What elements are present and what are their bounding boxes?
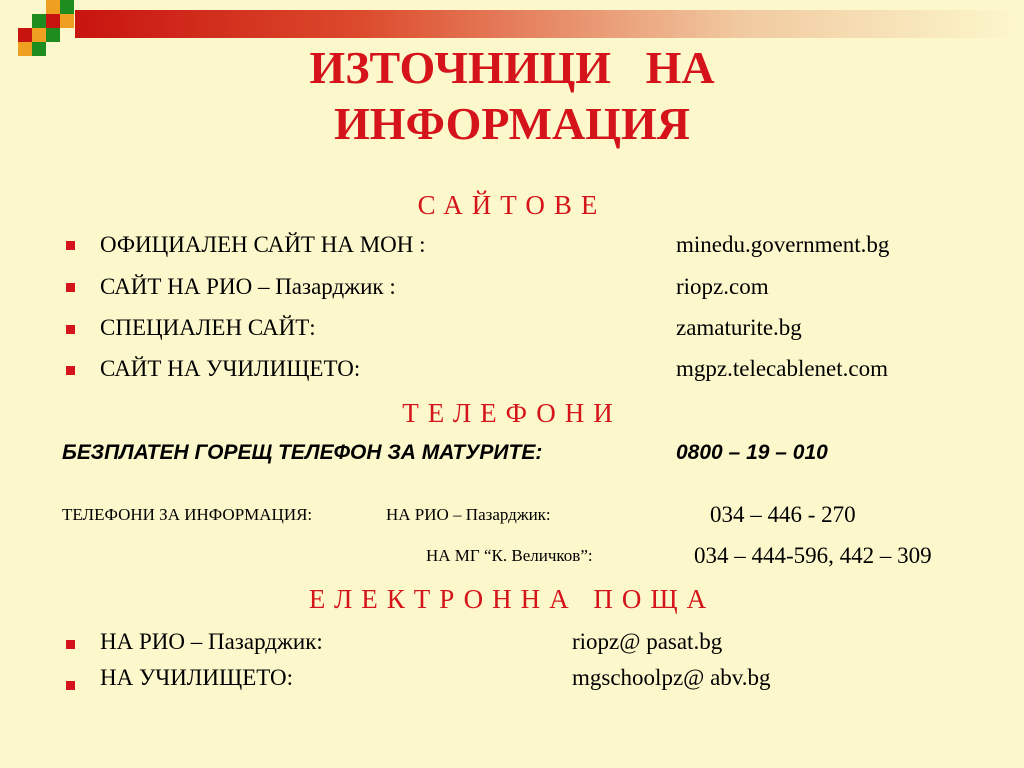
email-heading: ЕЛЕКТРОННА ПОЩА [308,584,716,614]
website-link[interactable]: minedu.government.bg [676,232,890,257]
title-line-1: ИЗТОЧНИЦИ НА [309,42,715,93]
decor-square [60,14,74,28]
hotline-number: 0800 – 19 – 010 [676,441,828,464]
school-phone-label: НА МГ “К. Величков”: [426,546,593,565]
bullet-icon [66,241,75,250]
list-item-label: СПЕЦИАЛЕН САЙТ: [100,315,316,340]
list-item-label: САЙТ НА УЧИЛИЩЕТО: [100,356,361,381]
bullet-icon [66,366,75,375]
website-link[interactable]: zamaturite.bg [676,315,802,340]
list-item-label: САЙТ НА РИО – Пазарджик : [100,274,396,299]
decor-square [60,0,74,14]
list-item-label: ОФИЦИАЛЕН САЙТ НА МОН : [100,232,426,257]
decor-square [46,0,60,14]
bullet-icon [66,283,75,292]
list-item-label: НА УЧИЛИЩЕТО: [100,665,294,690]
bullet-icon [66,640,75,649]
rio-phone-number: 034 – 446 - 270 [710,502,856,527]
decor-square [46,14,60,28]
website-link[interactable]: riopz.com [676,274,769,299]
school-phone-number: 034 – 444-596, 442 – 309 [694,543,932,568]
top-gradient-bar [75,10,1024,38]
decor-square [32,14,46,28]
title-line-2: ИНФОРМАЦИЯ [333,98,691,149]
phones-heading: ТЕЛЕФОНИ [402,398,622,428]
bullet-icon [66,325,75,334]
websites-heading: САЙТОВЕ [417,190,607,220]
hotline-label: БЕЗПЛАТЕН ГОРЕЩ ТЕЛЕФОН ЗА МАТУРИТЕ: [62,441,543,464]
info-phones-label: ТЕЛЕФОНИ ЗА ИНФОРМАЦИЯ: [62,505,313,524]
bullet-icon [66,681,75,690]
list-item-label: НА РИО – Пазарджик: [100,629,323,654]
website-link[interactable]: mgpz.telecablenet.com [676,356,889,381]
rio-phone-label: НА РИО – Пазарджик: [386,505,551,524]
email-address[interactable]: mgschoolpz@ abv.bg [572,665,771,690]
email-address[interactable]: riopz@ pasat.bg [572,629,723,654]
page-title [0,40,1024,152]
